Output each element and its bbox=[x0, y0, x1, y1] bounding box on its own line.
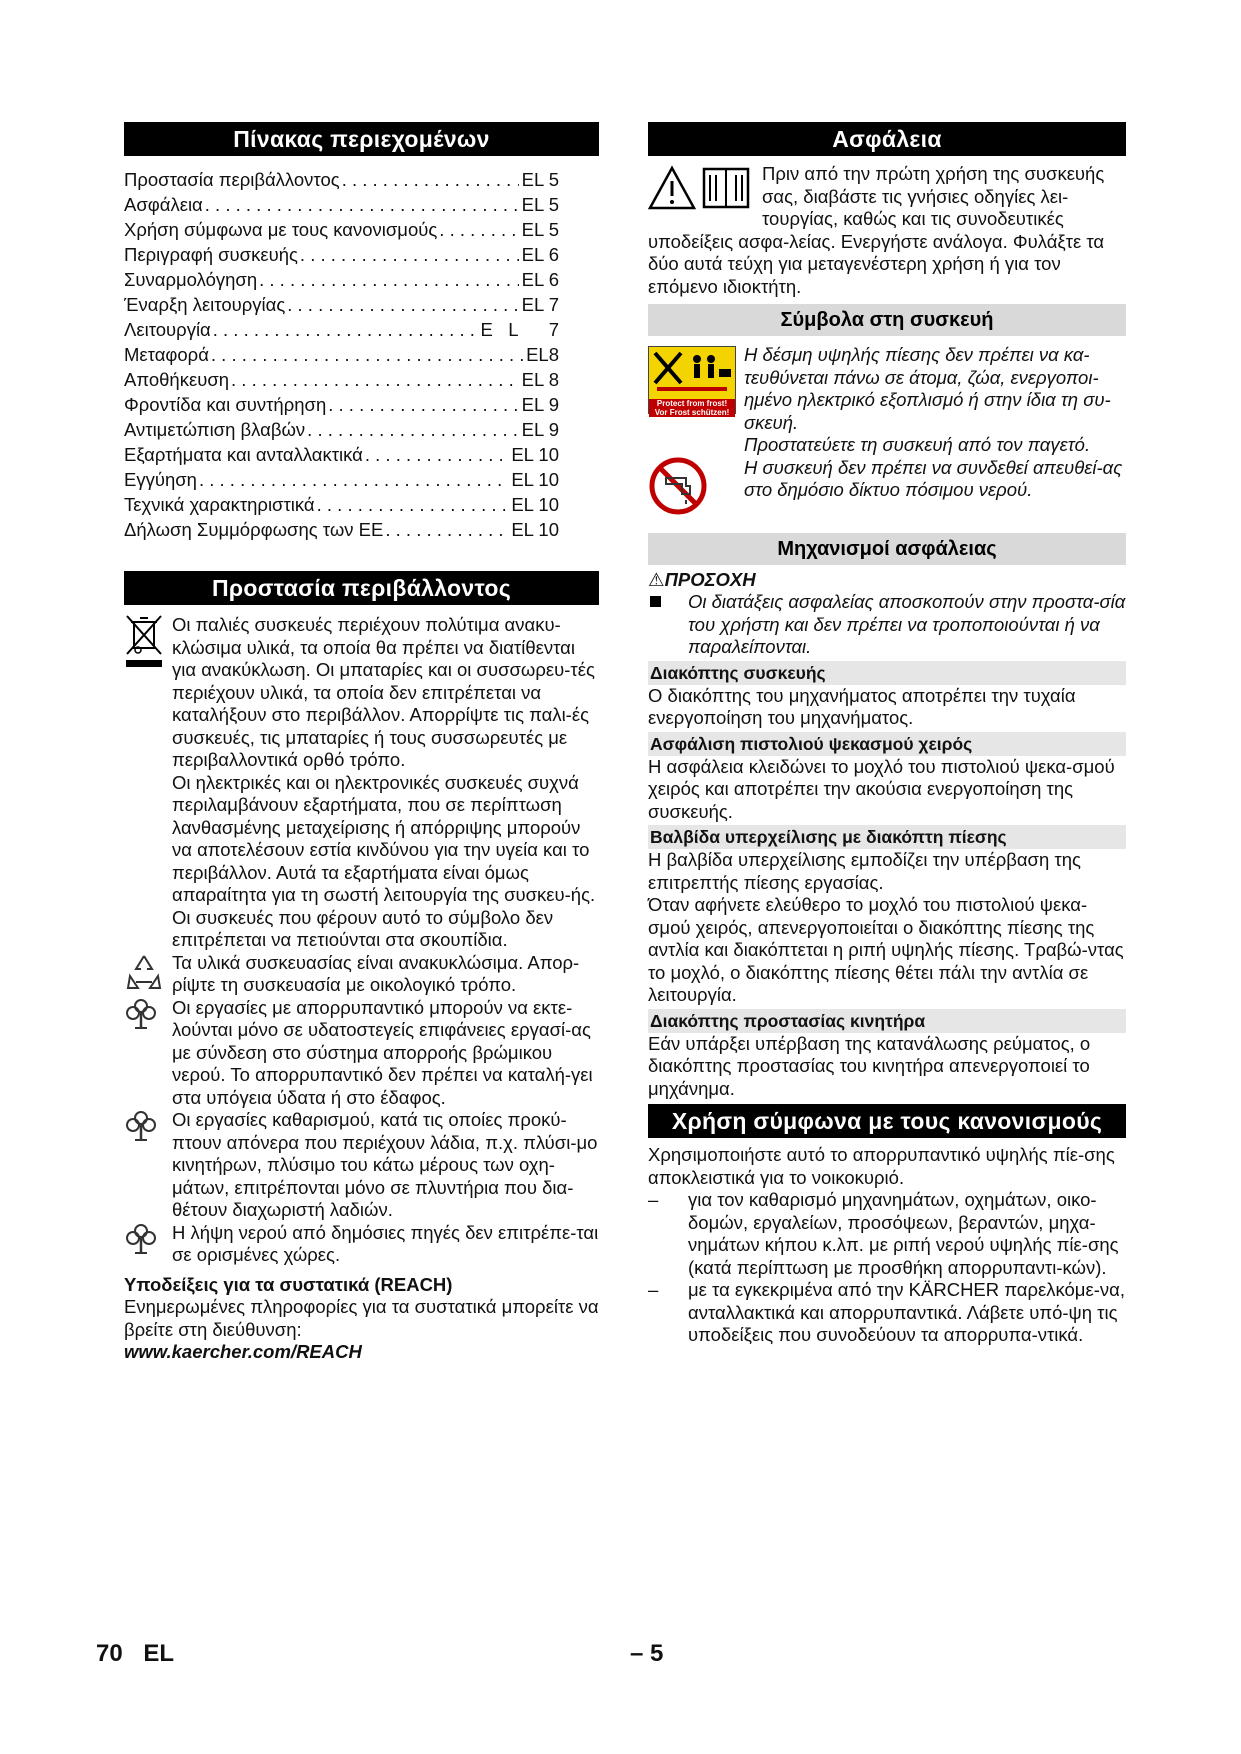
right-column bbox=[648, 122, 1126, 1347]
no-spray-symbol bbox=[648, 346, 736, 417]
toc-item[interactable] bbox=[124, 367, 559, 392]
toc-item-title: Χρήση σύμφωνα με τους κανονισμούς bbox=[124, 219, 438, 240]
env-water-block bbox=[124, 1222, 599, 1267]
environment-tree-icon bbox=[124, 997, 168, 1037]
env-oil-block bbox=[124, 1109, 599, 1222]
env-paragraph-3: Τα υλικά συσκευασίας είναι ανακυκλώσιμα. Απορ-ρίψτε τη συσκευασία με οικολογικό τρόπο. bbox=[172, 951, 580, 995]
toc-item-title: Τεχνικά χαρακτηριστικά bbox=[124, 494, 315, 515]
toc-item-page: EL 6 bbox=[521, 269, 559, 290]
env-paragraph-6: Η λήψη νερού από δημόσιες πηγές δεν επιτρέπε-ται σε ορισμένες χώρες. bbox=[172, 1221, 599, 1265]
toc-item-title: Περιγραφή συσκευής bbox=[124, 244, 298, 265]
environment-tree-icon bbox=[124, 1109, 168, 1149]
toc-item[interactable] bbox=[124, 517, 559, 542]
mechanisms-heading: Μηχανισμοί ασφάλειας bbox=[648, 533, 1126, 565]
toc-item-title: Προστασία περιβάλλοντος bbox=[124, 169, 340, 190]
usage-item-2: – με τα εγκεκριμένα από την KÄRCHER παρελκόμε-να, ανταλλακτικά και απορρυπαντικά. Λάβετε υπό-ψη τις υποδείξεις που συνοδεύουν τα απορρυπα-ντικά. bbox=[648, 1279, 1125, 1345]
toc-leader-dots bbox=[231, 367, 519, 392]
toc-leader-dots bbox=[199, 467, 508, 492]
toc-item-page: EL 7 bbox=[521, 294, 559, 315]
usage-item-1: – για τον καθαρισμό μηχανημάτων, οχημάτων, οικο-δομών, εργαλείων, προσόψεων, βεραντών, μηχα-νημάτων κήπου κ.λπ. με ριπή νερού υψηλής πίε-σης (κατά περίπτωση με προσθήκη απορρυπαντι-κών). bbox=[648, 1189, 1119, 1278]
toc-leader-dots bbox=[287, 292, 518, 317]
toc-leader-dots bbox=[259, 267, 519, 292]
toc-item-page: EL 10 bbox=[511, 494, 559, 515]
gun-lock-text: Η ασφάλεια κλειδώνει το μοχλό του πιστολιού ψεκα-σμού χειρός και αποτρέπει την ακούσια ενεργοποίηση της συσκευής. bbox=[648, 755, 1115, 822]
toc-leader-dots bbox=[342, 167, 519, 192]
valve-text-2: Όταν αφήνετε ελεύθερο το μοχλό του πιστολιού ψεκα-σμού χειρός, απενεργοποιείται ο διακόπτης πίεσης της αντλία και διακόπτεται η ριπή υψηλής πίεσης. Τραβώ-ντας το μοχλό, ο διακόπτης πίεσης θέτει πάλι την αντλία σε λειτουργία. bbox=[648, 894, 1124, 1005]
motor-heading: Διακόπτης προστασίας κινητήρα bbox=[648, 1009, 1126, 1033]
env-packaging-block bbox=[124, 952, 599, 997]
mechanisms-section bbox=[648, 569, 1126, 1101]
toc-leader-dots bbox=[307, 417, 518, 442]
toc-item[interactable] bbox=[124, 267, 559, 292]
usage-intro: Χρησιμοποιήστε αυτό το απορρυπαντικό υψηλής πίε-σης αποκλειστικά για το νοικοκυριό. bbox=[648, 1144, 1115, 1188]
toc-item-page: EL 10 bbox=[511, 469, 559, 490]
toc-item[interactable] bbox=[124, 317, 559, 342]
caution-label: ⚠ΠΡΟΣΟΧΗ bbox=[648, 568, 756, 590]
env-heading: Προστασία περιβάλλοντος bbox=[124, 571, 599, 605]
toc-item-title: Δήλωση Συμμόρφωσης των ΕΕ bbox=[124, 519, 384, 540]
recycle-icon bbox=[124, 952, 168, 998]
toc-item-title: Αποθήκευση bbox=[124, 369, 230, 390]
toc-item[interactable] bbox=[124, 342, 559, 367]
toc-leader-dots bbox=[300, 242, 519, 267]
toc-item[interactable] bbox=[124, 192, 559, 217]
symbols-text-3: Η συσκευή δεν πρέπει να συνδεθεί απευθεί-ας στο δημόσιο δίκτυο πόσιμου νερού. bbox=[744, 456, 1123, 500]
toc-item[interactable] bbox=[124, 392, 559, 417]
usage-heading: Χρήση σύμφωνα με τους κανονισμούς bbox=[648, 1104, 1126, 1138]
toc-item-page: EL 9 bbox=[521, 394, 559, 415]
gun-lock-heading: Ασφάλιση πιστολιού ψεκασμού χειρός bbox=[648, 732, 1126, 756]
toc-item[interactable] bbox=[124, 417, 559, 442]
environment-tree-icon bbox=[124, 1222, 168, 1262]
env-paragraph-1: Οι παλιές συσκευές περιέχουν πολύτιμα ανακυ-κλώσιμα υλικά, τα οποία θα πρέπει να διατίθενται για ανακύκλωση. Οι μπαταρίες και οι συσσωρευ-τές περιέχουν υλικά, τα οποία δεν επιτρέπεται να καταλήξουν στο περιβάλλον. Απορρίψτε τις παλι-ές συσκευές, τις μπαταρίες ή τους συσσωρευτές με περιβαλλοντικά ορθό τρόπο. bbox=[172, 614, 595, 770]
toc-item[interactable] bbox=[124, 467, 559, 492]
toc-leader-dots bbox=[328, 392, 518, 417]
toc-leader-dots bbox=[205, 192, 519, 217]
toc-item-title: Εγγύηση bbox=[124, 469, 197, 490]
footer-center-page: – 5 bbox=[630, 1640, 664, 1667]
toc-item-page: E L 7 bbox=[480, 319, 559, 340]
toc-item[interactable] bbox=[124, 442, 559, 467]
left-column bbox=[124, 122, 599, 1364]
toc-item-page: EL 5 bbox=[521, 219, 559, 240]
toc-item[interactable] bbox=[124, 242, 559, 267]
toc-leader-dots bbox=[317, 492, 509, 517]
toc-leader-dots bbox=[385, 517, 508, 542]
toc-item[interactable] bbox=[124, 217, 559, 242]
toc-item-title: Εξαρτήματα και ανταλλακτικά bbox=[124, 444, 363, 465]
toc-item-title: Λειτουργία bbox=[124, 319, 211, 340]
bullet-square-icon bbox=[650, 596, 661, 607]
motor-text: Εάν υπάρξει υπέρβαση της κατανάλωσης ρεύματος, ο διακόπτης προστασίας του κινητήρα απενεργοποιεί το μηχάνημα. bbox=[648, 1032, 1091, 1099]
toc-item-title: Συναρμολόγηση bbox=[124, 269, 258, 290]
valve-heading: Βαλβίδα υπερχείλισης με διακόπτη πίεσης bbox=[648, 825, 1126, 849]
env-paragraph-2: Οι ηλεκτρικές και οι ηλεκτρονικές συσκευές συχνά περιλαμβάνουν εξαρτήματα, που σε περίπτωση λανθασμένης μεταχείρισης ή απόρριψης μπορούν να αποτελέσουν εστία κινδύνου για την υγεία και το περιβάλλον. Αυτά τα εξαρτήματα είναι όμως απαραίτητα για τη σωστή λειτουργία της συσκευ-ής. Οι συσκευές που φέρουν αυτό το σύμβολο δεν επιτρέπεται να πετιούνται στα σκουπίδια. bbox=[172, 771, 596, 950]
env-paragraph-4: Οι εργασίες με απορρυπαντικό μπορούν να εκτε-λούνται μόνο σε υδατοστεγείς επιφάνειες εργασί-ας με σύνδεση στο σύστημα απορροής βρώμικου νερού. Το απορρυπαντικό δεν πρέπει να καταλή-γει στα υπόγεια ύδατα ή στο έδαφος. bbox=[172, 996, 593, 1108]
table-of-contents bbox=[124, 167, 599, 542]
crossed-bin-icon bbox=[124, 614, 168, 676]
toc-item-title: Έναρξη λειτουργίας bbox=[124, 294, 286, 315]
symbols-text-2: Προστατεύετε τη συσκευή από τον παγετό. bbox=[744, 434, 1091, 455]
toc-leader-dots bbox=[365, 442, 508, 467]
frost-label: Protect from frost! Vor Frost schützen! bbox=[649, 399, 735, 417]
reach-text: Ενημερωμένες πληροφορίες για τα συστατικά μπορείτε να βρείτε στη διεύθυνση: bbox=[124, 1296, 599, 1340]
toc-item-page: EL 9 bbox=[521, 419, 559, 440]
env-weee-block bbox=[124, 614, 599, 952]
toc-item-title: Αντιμετώπιση βλαβών bbox=[124, 419, 306, 440]
switch-text: Ο διακόπτης του μηχανήματος αποτρέπει την τυχαία ενεργοποίηση του μηχανήματος. bbox=[648, 684, 1076, 728]
toc-item-title: Φροντίδα και συντήρηση bbox=[124, 394, 327, 415]
toc-item-page: EL 10 bbox=[511, 444, 559, 465]
toc-item-title: Μεταφορά bbox=[124, 344, 209, 365]
env-detergent-block bbox=[124, 997, 599, 1110]
no-spray-people-icon bbox=[649, 347, 735, 393]
warning-triangle-icon: ⚠ bbox=[648, 568, 665, 590]
env-section bbox=[124, 614, 599, 1364]
toc-item-page: EL8 bbox=[526, 344, 559, 365]
symbols-heading: Σύμβολα στη συσκευή bbox=[648, 304, 1126, 336]
reach-link[interactable]: www.kaercher.com/REACH bbox=[124, 1341, 362, 1362]
usage-section bbox=[648, 1144, 1126, 1347]
warning-manual-icon bbox=[648, 165, 752, 211]
safety-heading: Ασφάλεια bbox=[648, 122, 1126, 156]
reach-heading: Υποδείξεις για τα συστατικά (REACH) bbox=[124, 1273, 453, 1295]
toc-heading: Πίνακας περιεχομένων bbox=[124, 122, 599, 156]
no-drinking-water-icon bbox=[648, 456, 708, 516]
toc-leader-dots bbox=[211, 342, 523, 367]
footer-page-number: 70 EL bbox=[96, 1640, 175, 1667]
safety-intro-block bbox=[648, 163, 1126, 298]
toc-item-page: EL 5 bbox=[521, 194, 559, 215]
toc-leader-dots bbox=[439, 217, 518, 242]
switch-heading: Διακόπτης συσκευής bbox=[648, 661, 1126, 685]
toc-item-page: EL 5 bbox=[521, 169, 559, 190]
toc-item-page: EL 6 bbox=[521, 244, 559, 265]
toc-item[interactable] bbox=[124, 292, 559, 317]
safety-intro-text: Πριν από την πρώτη χρήση της συσκευής σας, διαβάστε τις γνήσιες οδηγίες λει-τουργίας, καθώς και τις συνοδευτικές υποδείξεις ασφα-λείας. Ενεργήστε ανάλογα. Φυλάξτε τα δύο αυτά τεύχη για μεταγενέστερη χρήση ή για τον επόμενο ιδιοκτήτη. bbox=[648, 163, 1105, 297]
env-paragraph-5: Οι εργασίες καθαρισμού, κατά τις οποίες προκύ-πτουν απόνερα που περιέχουν λάδια, π.χ. πλύσι-μο κινητήρων, πλύσιμο του κάτω μέρους των οχη-μάτων, επιτρέπονται μόνο σε πλυντήρια που δια-θέτουν διαχωριστή λαδιών. bbox=[172, 1109, 598, 1220]
toc-item-page: EL 8 bbox=[521, 369, 559, 390]
symbols-text-1: Η δέσμη υψηλής πίεσης δεν πρέπει να κα-τευθύνεται πάνω σε άτομα, ζώα, ενεργοποι-ημένο ηλεκτρικό εξοπλισμό ή στην ίδια τη συ-σκευή. bbox=[744, 344, 1111, 433]
caution-item: Οι διατάξεις ασφαλείας αποσκοπούν στην προστα-σία του χρήστη και δεν πρέπει να τροποποιούνται ή να παραλείπονται. bbox=[648, 591, 1126, 659]
toc-item-title: Ασφάλεια bbox=[124, 194, 203, 215]
toc-item-page: EL 10 bbox=[511, 519, 559, 540]
toc-item[interactable] bbox=[124, 167, 559, 192]
toc-leader-dots bbox=[213, 317, 478, 342]
valve-text-1: Η βαλβίδα υπερχείλισης εμποδίζει την υπέρβαση της επιτρεπτής πίεσης εργασίας. bbox=[648, 849, 1081, 893]
symbols-block bbox=[648, 344, 1126, 502]
toc-item[interactable] bbox=[124, 492, 559, 517]
